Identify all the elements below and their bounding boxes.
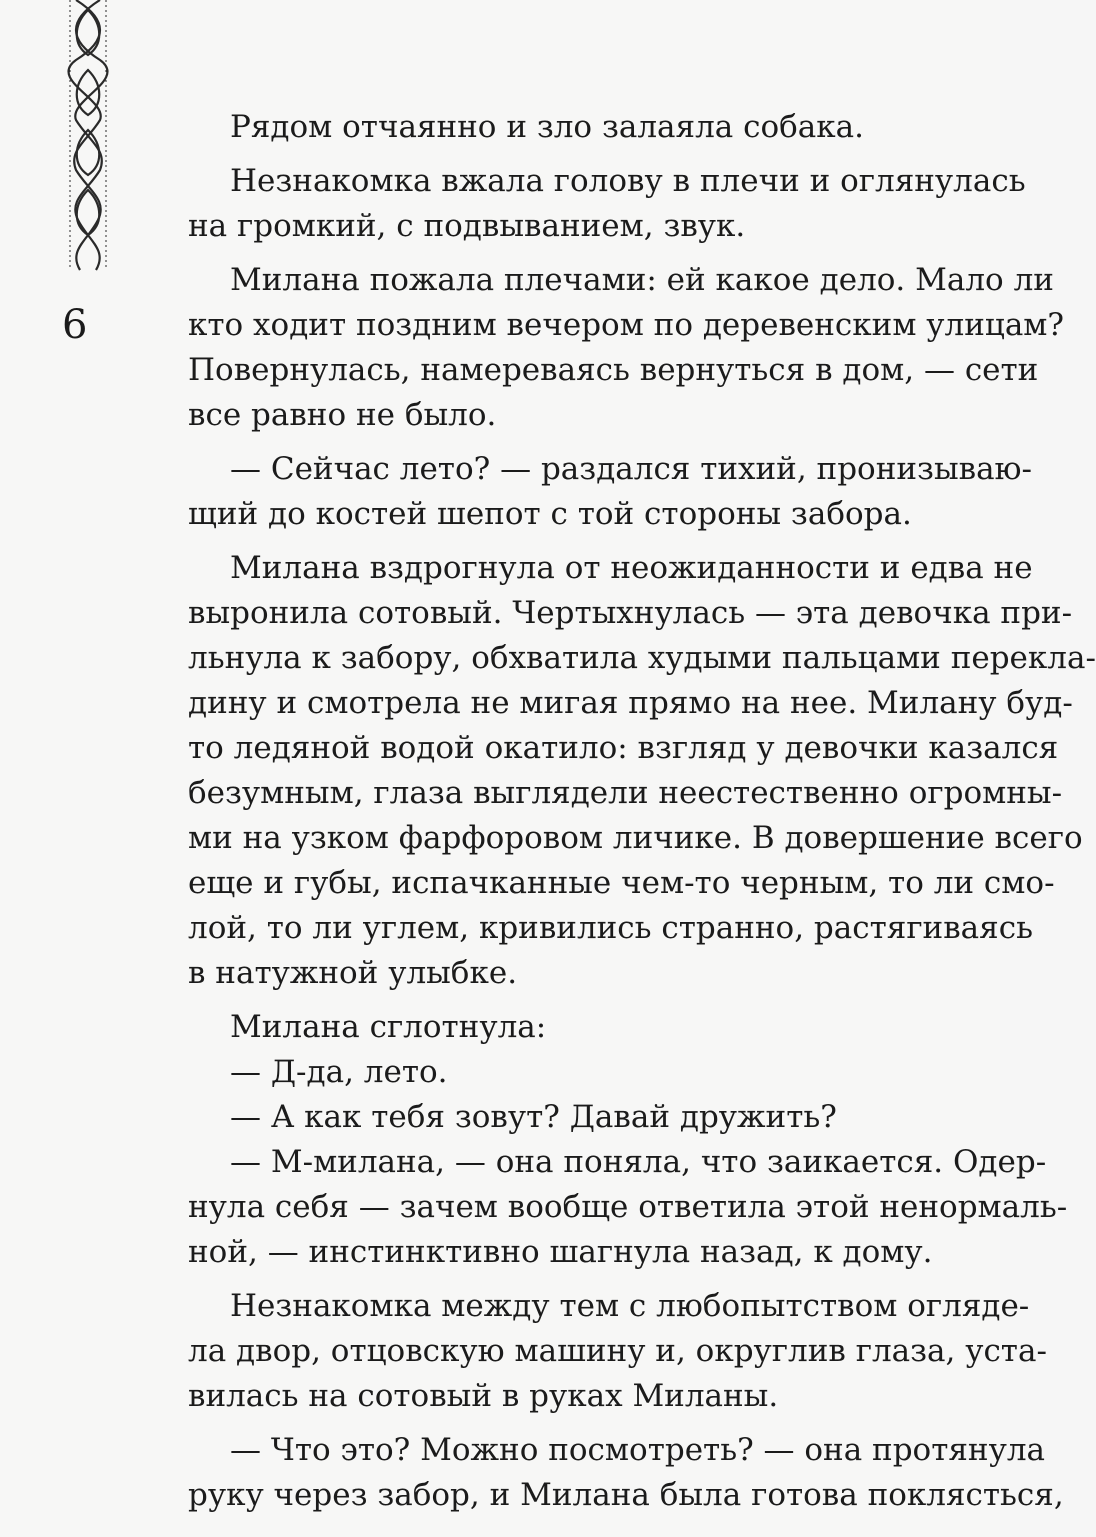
text-line: льнула к забору, обхватила худыми пальцами перекла- <box>188 640 1096 676</box>
text-line: Милана пожала плечами: ей какое дело. Мало ли <box>230 262 1054 298</box>
text-line: безумным, глаза выглядели неестественно огромны- <box>188 775 1063 811</box>
text-line: на громкий, с подвыванием, звук. <box>188 208 746 244</box>
text-line: дину и смотрела не мигая прямо на нее. Милану буд- <box>188 685 1073 721</box>
text-line: ла двор, отцовскую машину и, округлив глаза, уста- <box>188 1333 1047 1369</box>
text-line: кто ходит поздним вечером по деревенским улицам? <box>188 307 1065 343</box>
text-line: Милана сглотнула: <box>230 1009 547 1045</box>
body-text <box>188 105 1096 1518</box>
text-line: ми на узком фарфоровом личике. В довершение всего <box>188 820 1083 856</box>
page-number: 6 <box>62 302 88 348</box>
text-line: в натужной улыбке. <box>188 955 518 991</box>
text-line: — Что это? Можно посмотреть? — она протянула <box>230 1432 1046 1468</box>
text-line: — Сейчас лето? — раздался тихий, пронизываю- <box>230 451 1033 487</box>
text-line: вилась на сотовый в руках Миланы. <box>188 1378 779 1414</box>
text-line: лой, то ли углем, кривились странно, растягиваясь <box>188 910 1033 946</box>
text-line: Повернулась, намереваясь вернуться в дом, — сети <box>188 352 1039 388</box>
text-line: — А как тебя зовут? Давай дружить? <box>230 1099 837 1135</box>
celtic-knot-icon <box>58 0 118 270</box>
text-line: Рядом отчаянно и зло залаяла собака. <box>230 109 864 145</box>
text-line: — Д-да, лето. <box>230 1054 448 1090</box>
text-line: ной, — инстинктивно шагнула назад, к дому. <box>188 1234 933 1270</box>
text-line: то ледяной водой окатило: взгляд у девочки казался <box>188 730 1059 766</box>
text-line: — М-милана, — она поняла, что заикается. Одер- <box>230 1144 1047 1180</box>
text-line: Незнакомка вжала голову в плечи и оглянулась <box>230 163 1026 199</box>
text-line: еще и губы, испачканные чем-то черным, то ли смо- <box>188 865 1055 901</box>
text-line: выронила сотовый. Чертыхнулась — эта девочка при- <box>188 595 1073 631</box>
text-line: Незнакомка между тем с любопытством огляде- <box>230 1288 1030 1324</box>
text-line: Милана вздрогнула от неожиданности и едва не <box>230 550 1033 586</box>
text-line: нула себя — зачем вообще ответила этой ненормаль- <box>188 1189 1068 1225</box>
text-line: щий до костей шепот с той стороны забора. <box>188 496 912 532</box>
text-line: руку через забор, и Милана была готова поклясться, <box>188 1477 1064 1513</box>
text-line: все равно не было. <box>188 397 497 433</box>
